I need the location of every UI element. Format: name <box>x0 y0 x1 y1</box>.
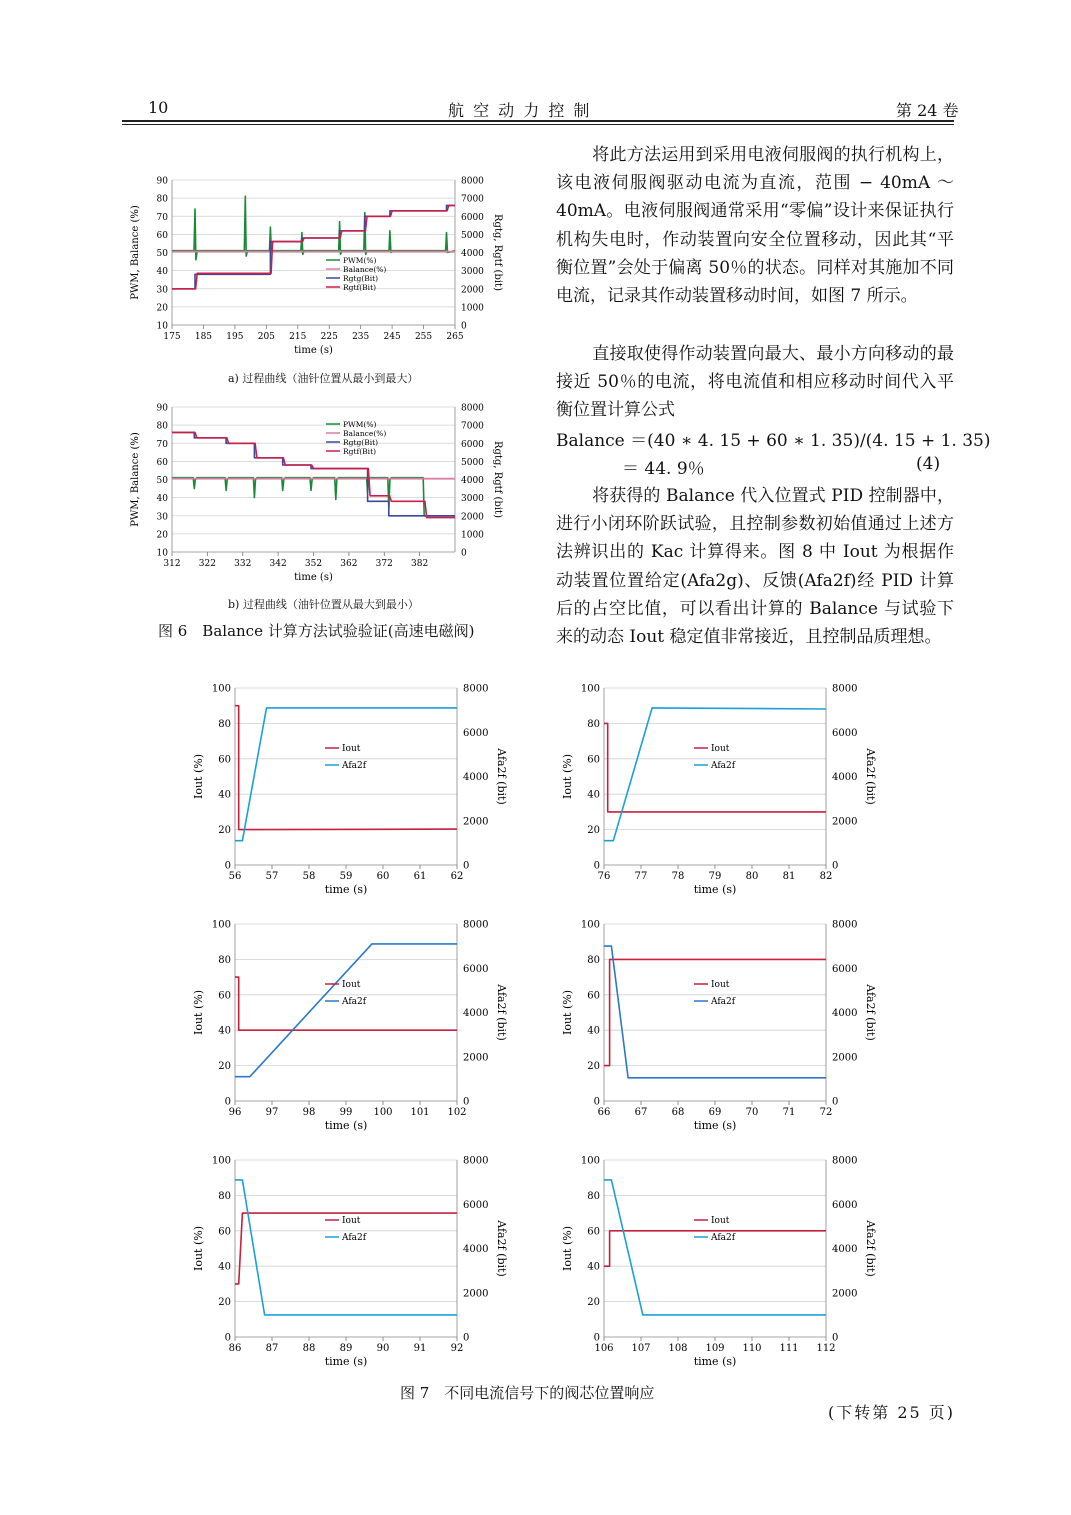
legend-label: Iout <box>711 1216 730 1226</box>
y-axis-label: PWM, Balance (%) <box>130 432 141 527</box>
equation-number: (4) <box>916 454 941 474</box>
y-tick-label: 40 <box>156 267 168 278</box>
header-rule-thin <box>122 124 954 125</box>
fig6-caption: 图 6 Balance 计算方法试验验证(高速电磁阀) <box>158 622 475 640</box>
y-tick-label: 80 <box>587 954 600 966</box>
y-tick-label: 20 <box>218 1061 231 1073</box>
x-tick-label: 77 <box>634 871 648 882</box>
x-tick-label: 70 <box>745 1107 759 1118</box>
y-tick-label: 80 <box>587 718 600 730</box>
x-tick-label: 91 <box>413 1343 427 1354</box>
y-tick-label: 70 <box>156 212 168 223</box>
y2-tick-label: 2000 <box>463 1052 489 1064</box>
y-tick-label: 60 <box>587 990 600 1002</box>
y-axis-label: Iout (%) <box>192 753 205 800</box>
y2-tick-label: 4000 <box>832 1244 858 1255</box>
y-tick-label: 60 <box>587 1226 600 1238</box>
y-tick-label: 60 <box>218 990 231 1002</box>
x-tick-label: 67 <box>634 1107 648 1118</box>
x-tick-label: 96 <box>228 1107 242 1118</box>
x-axis-label: time (s) <box>324 883 368 896</box>
legend-label: Afa2f <box>342 997 367 1007</box>
y-tick-label: 80 <box>156 421 168 432</box>
y-tick-label: 60 <box>218 754 231 766</box>
x-tick-label: 76 <box>597 871 611 882</box>
x-tick-label: 110 <box>742 1343 762 1354</box>
series-line-1 <box>604 946 826 1078</box>
x-tick-label: 342 <box>269 559 287 569</box>
series-line-1 <box>604 708 826 841</box>
x-tick-label: 111 <box>779 1343 799 1354</box>
y2-tick-label: 4000 <box>461 249 484 259</box>
y2-tick-label: 6000 <box>832 963 858 975</box>
x-tick-label: 69 <box>708 1107 722 1118</box>
y-tick-label: 90 <box>156 176 168 187</box>
y2-tick-label: 0 <box>461 321 467 332</box>
y-tick-label: 10 <box>156 548 168 559</box>
series-line-1 <box>604 1180 826 1315</box>
x-tick-label: 78 <box>671 871 685 882</box>
y2-tick-label: 8000 <box>463 919 489 931</box>
y-tick-label: 100 <box>211 919 231 931</box>
legend-label: Balance(%) <box>343 429 387 438</box>
legend-label: Afa2f <box>342 1233 367 1243</box>
y2-tick-label: 7000 <box>461 421 484 432</box>
journal-title: 航 空 动 力 控 制 <box>448 101 592 120</box>
y-tick-label: 100 <box>580 1155 600 1167</box>
fig7-chart-5 <box>180 1148 520 1378</box>
fig6a-chart <box>120 165 520 370</box>
x-tick-label: 112 <box>816 1343 836 1354</box>
legend-label: Afa2f <box>711 997 736 1007</box>
y2-tick-label: 2000 <box>832 1288 858 1300</box>
y-axis-label: Iout (%) <box>561 1225 574 1272</box>
y-tick-label: 0 <box>593 1096 600 1108</box>
y2-tick-label: 6000 <box>832 727 858 739</box>
x-tick-label: 57 <box>265 871 279 882</box>
series-line-2 <box>172 432 455 515</box>
legend-label: Rgtg(Bit) <box>343 438 379 447</box>
y-tick-label: 50 <box>156 249 168 259</box>
y2-tick-label: 2000 <box>461 512 484 523</box>
paragraph-2: 直接取使得作动装置向最大、最小方向移动的最接近 50％的电流，将电流值和相应移动时间代入平衡位置计算公式 <box>556 344 954 421</box>
y2-tick-label: 6000 <box>463 963 489 975</box>
x-tick-label: 175 <box>163 332 181 342</box>
x-tick-label: 58 <box>302 871 316 882</box>
legend-label: Rgtf(Bit) <box>343 447 377 456</box>
y2-tick-label: 8000 <box>832 919 858 931</box>
x-tick-label: 60 <box>376 871 390 882</box>
x-tick-label: 265 <box>446 332 464 342</box>
legend-label: Afa2f <box>342 761 367 771</box>
series-line-1 <box>235 708 457 841</box>
x-tick-label: 97 <box>265 1107 279 1118</box>
y2-tick-label: 8000 <box>463 1155 489 1167</box>
y2-tick-label: 4000 <box>463 1008 489 1019</box>
y2-tick-label: 2000 <box>463 816 489 828</box>
y2-tick-label: 0 <box>463 1096 470 1108</box>
y2-tick-label: 1000 <box>461 530 484 541</box>
y-tick-label: 40 <box>156 494 168 505</box>
y-axis-label: Iout (%) <box>192 1225 205 1272</box>
y-tick-label: 10 <box>156 321 168 332</box>
y2-tick-label: 6000 <box>461 439 484 450</box>
fig6a-subcaption: a) 过程曲线（油针位置从最小到最大） <box>228 372 419 385</box>
legend-label: PWM(%) <box>343 256 377 265</box>
y-axis-label: PWM, Balance (%) <box>130 205 141 300</box>
series-line-0 <box>604 959 826 1065</box>
y-tick-label: 40 <box>218 1025 231 1037</box>
legend-label: Iout <box>711 980 730 990</box>
y2-tick-label: 3000 <box>461 267 484 278</box>
x-tick-label: 100 <box>373 1107 393 1118</box>
page-number: 10 <box>148 98 169 117</box>
x-tick-label: 106 <box>594 1343 614 1354</box>
paragraph-1: 将此方法运用到采用电液伺服阀的执行机构上，该电液伺服阀驱动电流为直流，范围 − 40mA ～40mA。电液伺服阀通常采用“零偏”设计来保证执行机构失电时，作动装置向安全位置移动，因此其“平衡位置”会处于偏离 50％的状态。同样对其施加不同电流，记录其作动装置移动时间，如图 7 所示。 <box>556 145 954 307</box>
y-tick-label: 40 <box>218 789 231 801</box>
x-tick-label: 89 <box>339 1343 353 1354</box>
series-line-3 <box>172 205 455 288</box>
y-tick-label: 60 <box>156 457 168 468</box>
y-tick-label: 80 <box>218 1190 231 1202</box>
y2-tick-label: 8000 <box>832 683 858 695</box>
x-tick-label: 332 <box>234 559 252 569</box>
equation-line-2: ＝ 44. 9％ <box>622 459 705 479</box>
x-tick-label: 82 <box>819 871 833 882</box>
legend-label: Iout <box>342 744 361 754</box>
y-tick-label: 40 <box>587 789 600 801</box>
y-tick-label: 60 <box>218 1226 231 1238</box>
x-tick-label: 107 <box>631 1343 651 1354</box>
x-tick-label: 87 <box>265 1343 279 1354</box>
fig7-chart-1 <box>180 676 520 906</box>
y-tick-label: 80 <box>156 194 168 205</box>
y-tick-label: 20 <box>218 825 231 837</box>
x-tick-label: 56 <box>228 871 242 882</box>
y-axis-label: Iout (%) <box>561 989 574 1036</box>
header-rule <box>122 120 954 122</box>
y2-tick-label: 8000 <box>832 1155 858 1167</box>
y2-tick-label: 0 <box>832 1332 839 1344</box>
y2-axis-label: Afa2f (bit) <box>495 984 508 1041</box>
x-tick-label: 59 <box>339 871 353 882</box>
fig7-chart-4 <box>549 912 889 1142</box>
x-tick-label: 108 <box>668 1343 688 1354</box>
series-line-3 <box>172 432 455 517</box>
y-tick-label: 20 <box>587 1061 600 1073</box>
fig6b-subcaption: b) 过程曲线（油针位置从最大到最小） <box>228 598 419 611</box>
x-tick-label: 245 <box>383 332 401 342</box>
y-tick-label: 0 <box>593 1332 600 1344</box>
x-tick-label: 92 <box>450 1343 464 1354</box>
legend-label: Rgtg(Bit) <box>343 274 379 283</box>
y2-tick-label: 2000 <box>463 1288 489 1300</box>
x-tick-label: 312 <box>163 559 181 569</box>
y-tick-label: 40 <box>587 1025 600 1037</box>
y2-tick-label: 4000 <box>461 476 484 486</box>
y2-tick-label: 2000 <box>832 1052 858 1064</box>
x-tick-label: 68 <box>671 1107 685 1118</box>
y-tick-label: 0 <box>224 860 231 872</box>
y2-tick-label: 6000 <box>463 1199 489 1211</box>
fig7-caption: 图 7 不同电流信号下的阀芯位置响应 <box>400 1384 655 1402</box>
y-tick-label: 0 <box>224 1096 231 1108</box>
y2-tick-label: 2000 <box>832 816 858 828</box>
y2-axis-label: Afa2f (bit) <box>495 1220 508 1277</box>
y2-tick-label: 0 <box>463 1332 470 1344</box>
x-tick-label: 215 <box>289 332 307 342</box>
y2-tick-label: 0 <box>461 548 467 559</box>
y2-axis-label: Rgtg, Rgtf (bit) <box>492 441 503 518</box>
y-tick-label: 0 <box>593 860 600 872</box>
fig7-chart-3 <box>180 912 520 1142</box>
x-tick-label: 372 <box>375 559 393 569</box>
y2-axis-label: Afa2f (bit) <box>864 984 877 1041</box>
y2-tick-label: 5000 <box>461 457 484 468</box>
y2-tick-label: 2000 <box>461 285 484 296</box>
y2-tick-label: 0 <box>463 860 470 872</box>
x-tick-label: 255 <box>414 332 433 342</box>
x-tick-label: 81 <box>782 871 796 882</box>
series-line-1 <box>235 944 457 1077</box>
y-axis-label: Iout (%) <box>561 753 574 800</box>
x-tick-label: 101 <box>410 1107 430 1118</box>
y2-axis-label: Afa2f (bit) <box>864 748 877 805</box>
x-tick-label: 62 <box>450 871 464 882</box>
y2-tick-label: 8000 <box>463 683 489 695</box>
equation-line-1: Balance ＝(40 ∗ 4. 15 + 60 ∗ 1. 35)/(4. 15 + 1. 35) <box>556 431 991 451</box>
legend-label: Afa2f <box>711 1233 736 1243</box>
x-tick-label: 71 <box>782 1107 796 1118</box>
fig6b-chart <box>120 392 520 597</box>
continued-note: (下转第 25 页) <box>828 1403 956 1422</box>
x-tick-label: 322 <box>198 559 216 569</box>
y2-tick-label: 6000 <box>463 727 489 739</box>
x-tick-label: 225 <box>320 332 338 342</box>
legend-label: Iout <box>342 1216 361 1226</box>
x-tick-label: 90 <box>376 1343 390 1354</box>
y-tick-label: 20 <box>156 303 168 314</box>
fig7-chart-6 <box>549 1148 889 1378</box>
series-line-2 <box>172 205 455 288</box>
legend-label: Afa2f <box>711 761 736 771</box>
y2-tick-label: 4000 <box>832 1008 858 1019</box>
y-tick-label: 20 <box>587 1297 600 1309</box>
series-line-1 <box>235 1180 457 1315</box>
x-axis-label: time (s) <box>693 1119 737 1132</box>
x-tick-label: 80 <box>745 871 759 882</box>
y-tick-label: 100 <box>211 683 231 695</box>
x-axis-label: time (s) <box>693 1355 737 1368</box>
x-tick-label: 102 <box>447 1107 467 1118</box>
x-tick-label: 88 <box>302 1343 316 1354</box>
y-tick-label: 90 <box>156 403 168 414</box>
x-tick-label: 352 <box>304 559 323 569</box>
y2-tick-label: 0 <box>832 860 839 872</box>
y2-tick-label: 4000 <box>832 772 858 783</box>
y2-tick-label: 3000 <box>461 494 484 505</box>
x-tick-label: 382 <box>411 559 429 569</box>
legend-label: Rgtf(Bit) <box>343 283 377 292</box>
series-line-0 <box>172 478 455 516</box>
y2-tick-label: 6000 <box>832 1199 858 1211</box>
y2-tick-label: 1000 <box>461 303 484 314</box>
y-tick-label: 0 <box>224 1332 231 1344</box>
y-tick-label: 100 <box>580 683 600 695</box>
x-tick-label: 86 <box>228 1343 242 1354</box>
y2-tick-label: 4000 <box>463 1244 489 1255</box>
x-axis-label: time (s) <box>294 345 333 356</box>
y-tick-label: 20 <box>587 825 600 837</box>
x-tick-label: 79 <box>708 871 722 882</box>
y2-tick-label: 7000 <box>461 194 484 205</box>
x-tick-label: 109 <box>705 1343 725 1354</box>
y-tick-label: 60 <box>156 230 168 241</box>
x-axis-label: time (s) <box>324 1355 368 1368</box>
y-tick-label: 100 <box>211 1155 231 1167</box>
y2-tick-label: 4000 <box>463 772 489 783</box>
fig7-chart-2 <box>549 676 889 906</box>
x-tick-label: 66 <box>597 1107 611 1118</box>
y-tick-label: 80 <box>218 718 231 730</box>
y-tick-label: 40 <box>218 1261 231 1273</box>
x-tick-label: 72 <box>819 1107 833 1118</box>
x-axis-label: time (s) <box>693 883 737 896</box>
legend-label: PWM(%) <box>343 420 377 429</box>
legend-label: Iout <box>711 744 730 754</box>
y-tick-label: 70 <box>156 439 168 450</box>
x-axis-label: time (s) <box>324 1119 368 1132</box>
volume-label: 第 24 卷 <box>896 101 959 120</box>
y-tick-label: 60 <box>587 754 600 766</box>
x-tick-label: 362 <box>340 559 358 569</box>
x-tick-label: 185 <box>194 332 213 342</box>
y2-tick-label: 8000 <box>461 176 484 187</box>
x-tick-label: 61 <box>413 871 427 882</box>
x-tick-label: 195 <box>226 332 244 342</box>
y-axis-label: Iout (%) <box>192 989 205 1036</box>
y2-tick-label: 5000 <box>461 230 484 241</box>
x-tick-label: 99 <box>339 1107 353 1118</box>
y-tick-label: 80 <box>218 954 231 966</box>
series-line-0 <box>172 196 455 259</box>
y-tick-label: 20 <box>218 1297 231 1309</box>
y2-axis-label: Rgtg, Rgtf (bit) <box>492 214 503 291</box>
y2-axis-label: Afa2f (bit) <box>864 1220 877 1277</box>
y-tick-label: 30 <box>156 512 168 523</box>
y-tick-label: 40 <box>587 1261 600 1273</box>
x-axis-label: time (s) <box>294 572 333 583</box>
y-tick-label: 50 <box>156 476 168 486</box>
legend-label: Iout <box>342 980 361 990</box>
y2-axis-label: Afa2f (bit) <box>495 748 508 805</box>
y2-tick-label: 0 <box>832 1096 839 1108</box>
legend-label: Balance(%) <box>343 265 387 274</box>
y-tick-label: 100 <box>580 919 600 931</box>
y-tick-label: 30 <box>156 285 168 296</box>
x-tick-label: 98 <box>302 1107 316 1118</box>
y-tick-label: 80 <box>587 1190 600 1202</box>
y2-tick-label: 6000 <box>461 212 484 223</box>
x-tick-label: 235 <box>352 332 370 342</box>
x-tick-label: 205 <box>257 332 275 342</box>
y-tick-label: 20 <box>156 530 168 541</box>
paragraph-3: 将获得的 Balance 代入位置式 PID 控制器中，进行小闭环阶跃试验，且控制参数初始值通过上述方法辨识出的 Kac 计算得来。图 8 中 Iout 为根据作动装置位置给定(Afa2g)、反馈(Afa2f)经 PID 计算后的占空比值，可以看出计算的 Balance 与试验下来的动态 Iout 稳定值非常接近，且控制品质理想。 <box>556 486 954 648</box>
y2-tick-label: 8000 <box>461 403 484 414</box>
